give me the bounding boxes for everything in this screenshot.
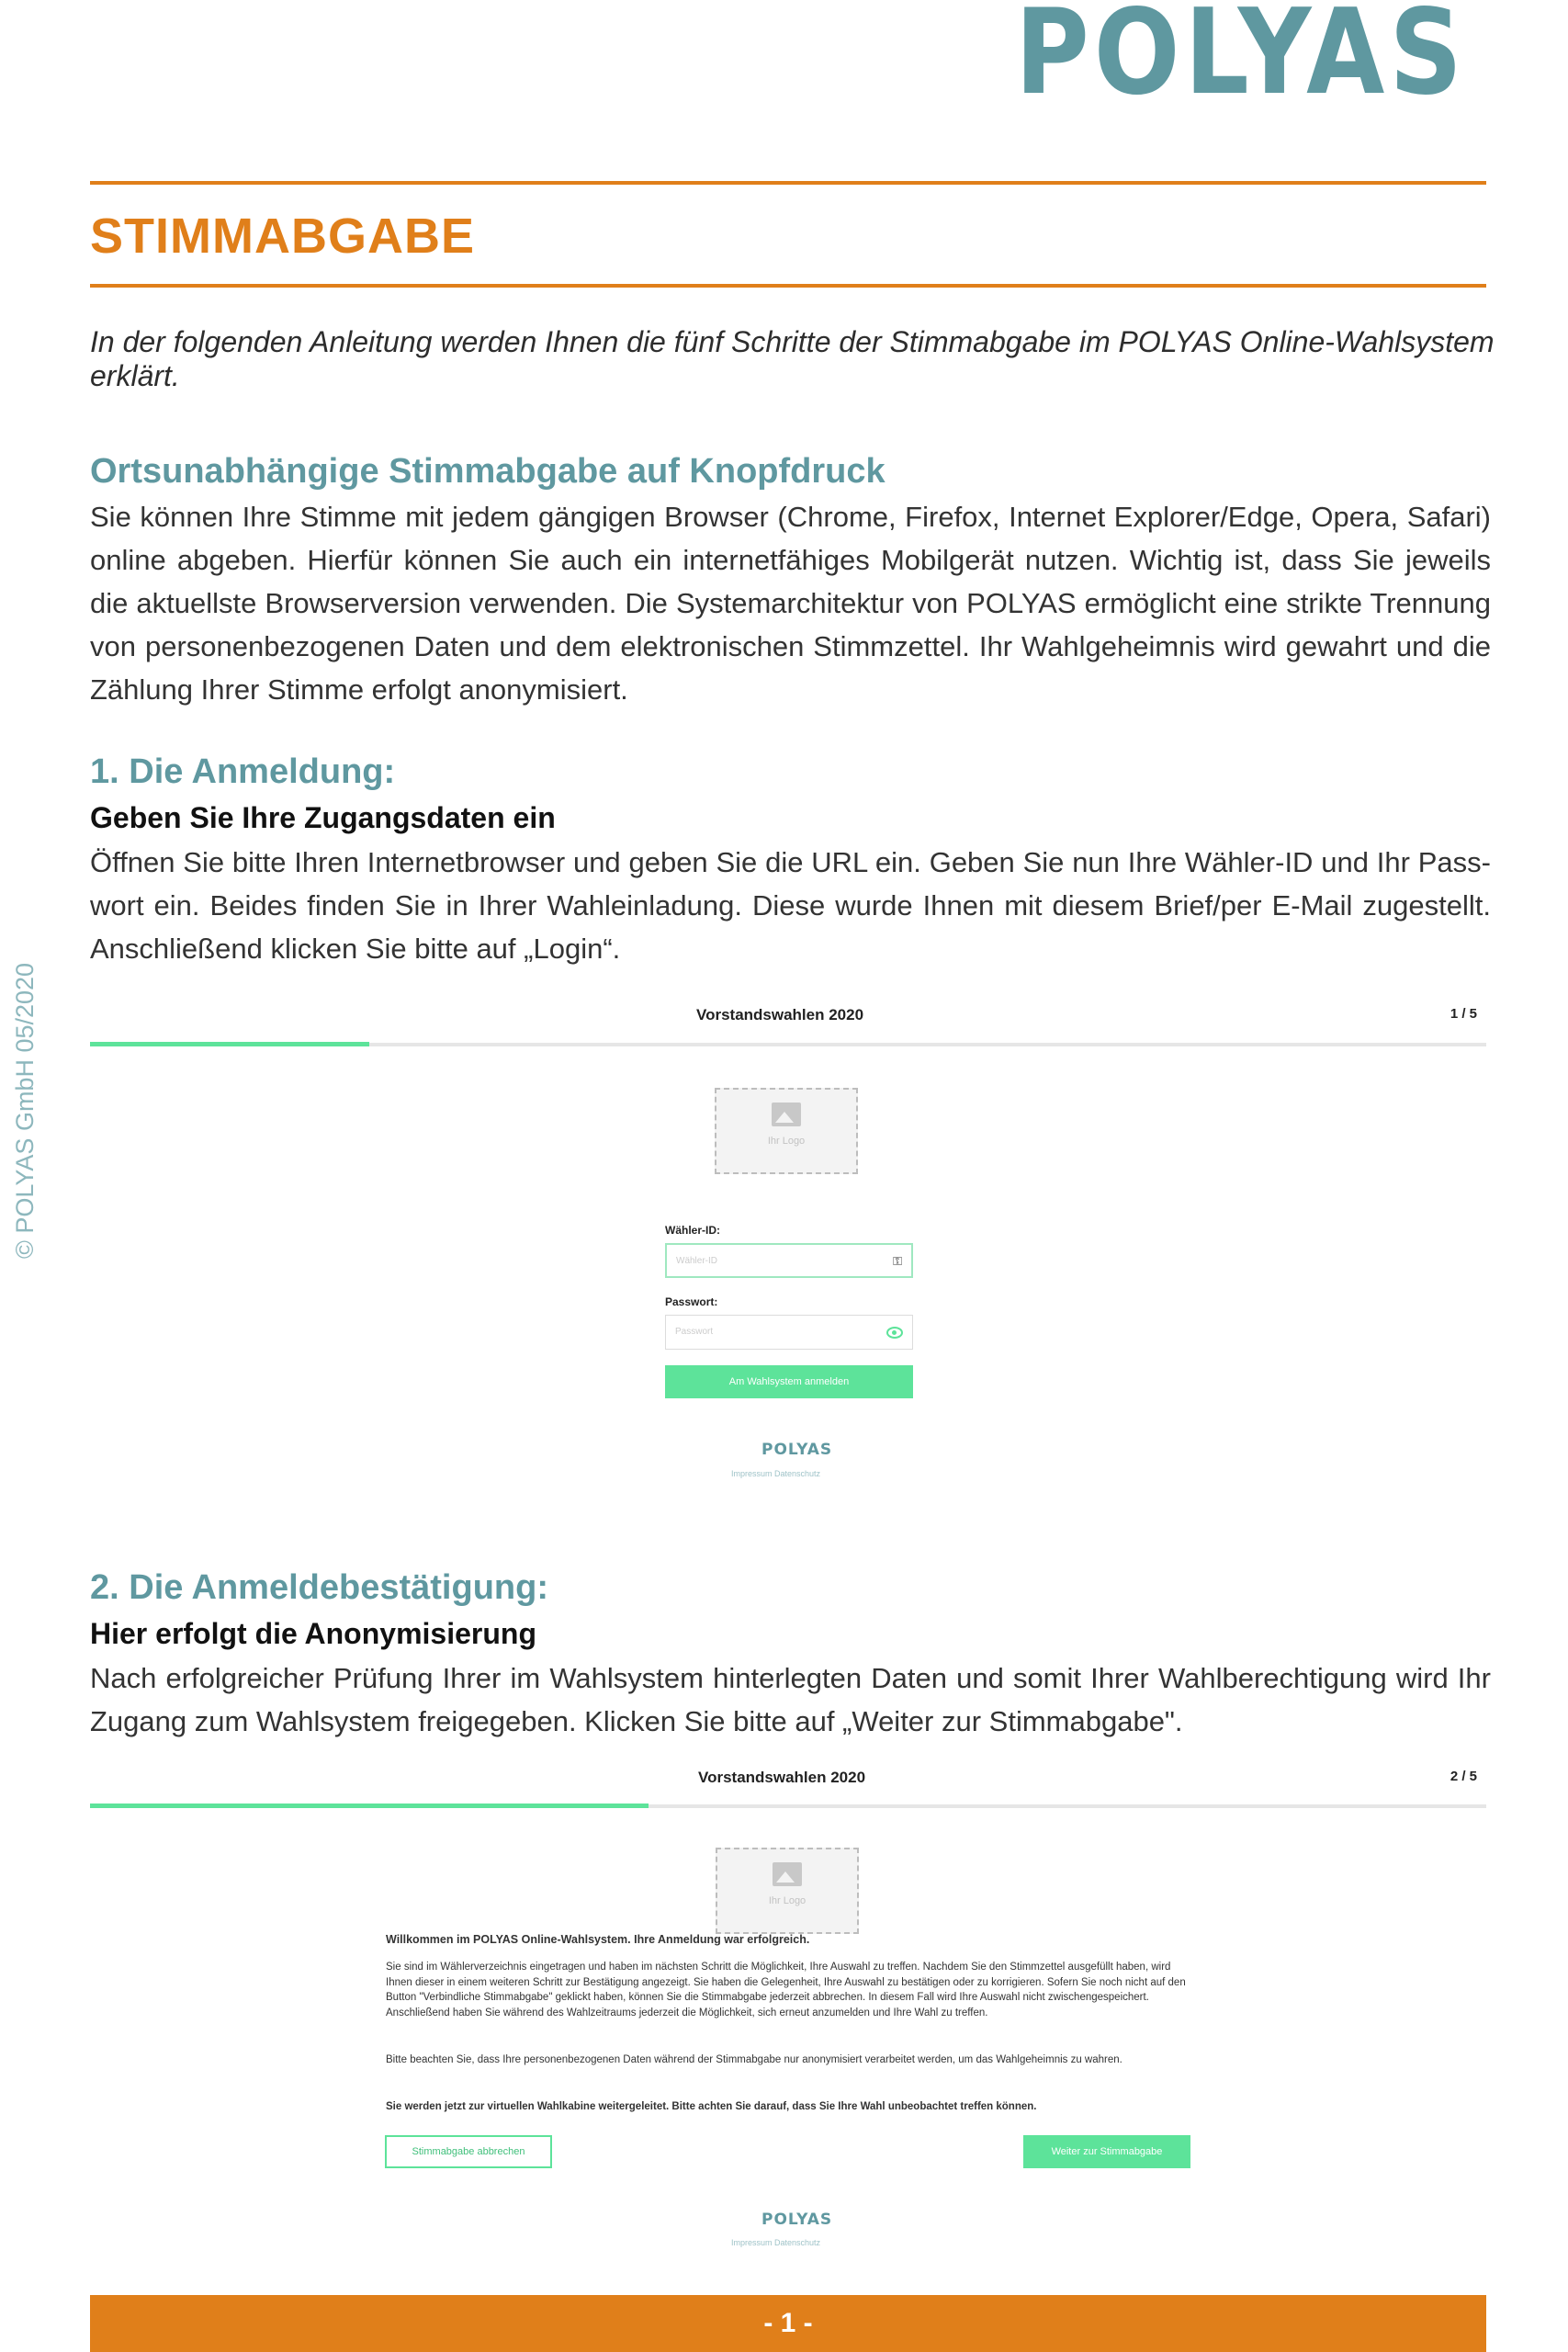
divider-top [90, 181, 1486, 185]
logo-placeholder [716, 1848, 859, 1934]
step1-heading: 1. Die Anmeldung: [90, 752, 396, 791]
password-label: Passwort: [665, 1295, 718, 1308]
divider-title [90, 284, 1486, 288]
section-text: Sie können Ihre Stimme mit jedem gängigen Browser (Chrome, Firefox, Internet Explorer/Edge, Opera, Safari) online abgeben. Hierfür können Sie auch ein internetfähiges Mobilgerät nutzen. Wichtig ist, dass Sie jeweils die aktuellste Browserversion verwenden. Die Systemarchitektur von POLYAS ermöglicht eine strikte Trennung von personenbezogenen Daten und dem elektronischen Stimmzettel. Ihr Wahlgeheimnis wird gewahrt und die Zählung Ihrer Stimme erfolgt anonymisiert. [90, 501, 1491, 706]
voter-id-placeholder: Wähler-ID [676, 1256, 718, 1266]
confirmation-screenshot [90, 1759, 1486, 2256]
step1-text: Öffnen Sie bitte Ihren Internetbrowser und geben Sie die URL ein. Geben Sie nun Ihre Wähler-ID und Ihr Passwort ein. Beides finden Sie in Ihrer Wahleinladung. Diese wurde Ihnen mit diesem Brief/per E-Mail zugestellt. Anschließend klicken Sie bitte auf „Login“. [90, 846, 1491, 965]
logo-caption: Ihr Logo [768, 1895, 807, 1906]
step2-text: Nach erfolgreicher Prüfung Ihrer im Wahlsystem hinterlegten Daten und somit Ihrer Wahlberechtigung wird Ihr Zugang zum Wahlsystem freigegeben. Klicken Sie bitte auf „Weiter zur Stimmabgabe". [90, 1662, 1491, 1737]
continue-voting-button[interactable]: Weiter zur Stimmabgabe [1023, 2135, 1190, 2168]
key-icon: ⚿ [893, 1254, 902, 1268]
voter-id-input[interactable] [665, 1243, 913, 1278]
welcome-message: Willkommen im POLYAS Online-Wahlsystem. Ihre Anmeldung war erfolgreich. [386, 1933, 810, 1946]
step-indicator: 2 / 5 [1450, 1769, 1477, 1784]
info-paragraph-1: Sie sind im Wählerverzeichnis eingetragen und haben im nächsten Schritt die Möglichkeit, Ihre Auswahl zu treffen. Nachdem Sie den Stimmzettel ausgefüllt haben, wird Ihnen dieser in einem weiteren Schritt zur Bestätigung angezeigt. Sie haben die Gelegenheit, Ihre Auswahl zu bestätigen oder zu korrigieren. Sofern Sie noch nicht auf den Button "Verbindliche Stimmabgabe" geklickt haben, können Sie die Stimmabgabe jederzeit abbrechen. In diesem Fall wird Ihre Auswahl nicht zwischengespeichert. Anschließend haben Sie während des Wahlzeitraums jederzeit die Möglichkeit, sich erneut anzumelden und Ihre Wahl zu treffen. [386, 1962, 1186, 2018]
footer-logo: POLYAS [761, 2211, 833, 2229]
page-number-bar: - 1 - [90, 2295, 1486, 2352]
footer-links[interactable]: Impressum Datenschutz [731, 2238, 821, 2247]
progress-fill [90, 1042, 369, 1046]
eye-icon[interactable] [886, 1327, 903, 1339]
step2-subheading: Hier erfolgt die Anonymisierung [90, 1617, 536, 1650]
footer-links[interactable]: Impressum Datenschutz [731, 1469, 821, 1478]
cancel-voting-button[interactable]: Stimmabgabe abbrechen [385, 2135, 552, 2168]
login-screenshot [90, 997, 1486, 1493]
info-paragraph-3: Sie werden jetzt zur virtuellen Wahlkabine weitergeleitet. Bitte achten Sie darauf, dass Sie Ihre Wahl unbeobachtet treffen können. [386, 2101, 1037, 2112]
election-title: Vorstandswahlen 2020 [696, 1006, 864, 1023]
info-paragraph-2: Bitte beachten Sie, dass Ihre personenbezogenen Daten während der Stimmabgabe nur anonymisiert verarbeitet werden, um das Wahlgeheimnis zu wahren. [386, 2054, 1122, 2065]
footer-logo: POLYAS [761, 1441, 833, 1459]
intro-text: In der folgenden Anleitung werden Ihnen die fünf Schritte der Stimmabgabe im POLYAS Online-Wahlsystem erklärt. [90, 325, 1495, 392]
image-icon [772, 1102, 801, 1126]
section-heading: Ortsunabhängige Stimmabgabe auf Knopfdruck [90, 452, 886, 491]
logo-placeholder [715, 1088, 858, 1174]
election-title: Vorstandswahlen 2020 [698, 1769, 866, 1786]
image-icon [773, 1862, 802, 1886]
step2-heading: 2. Die Anmeldebestätigung: [90, 1568, 548, 1607]
progress-fill [90, 1804, 649, 1808]
copyright-note: © POLYAS GmbH 05/2020 [11, 962, 39, 1259]
polyas-logo: POLYAS [1015, 0, 1467, 121]
logo-caption: Ihr Logo [767, 1136, 806, 1147]
page-title: STIMMABGABE [90, 209, 475, 264]
voter-id-label: Wähler-ID: [665, 1224, 720, 1237]
step-indicator: 1 / 5 [1450, 1006, 1477, 1022]
login-button[interactable]: Am Wahlsystem anmelden [665, 1365, 913, 1398]
password-placeholder: Passwort [675, 1327, 714, 1337]
step1-subheading: Geben Sie Ihre Zugangsdaten ein [90, 801, 556, 834]
password-input[interactable] [665, 1315, 913, 1350]
